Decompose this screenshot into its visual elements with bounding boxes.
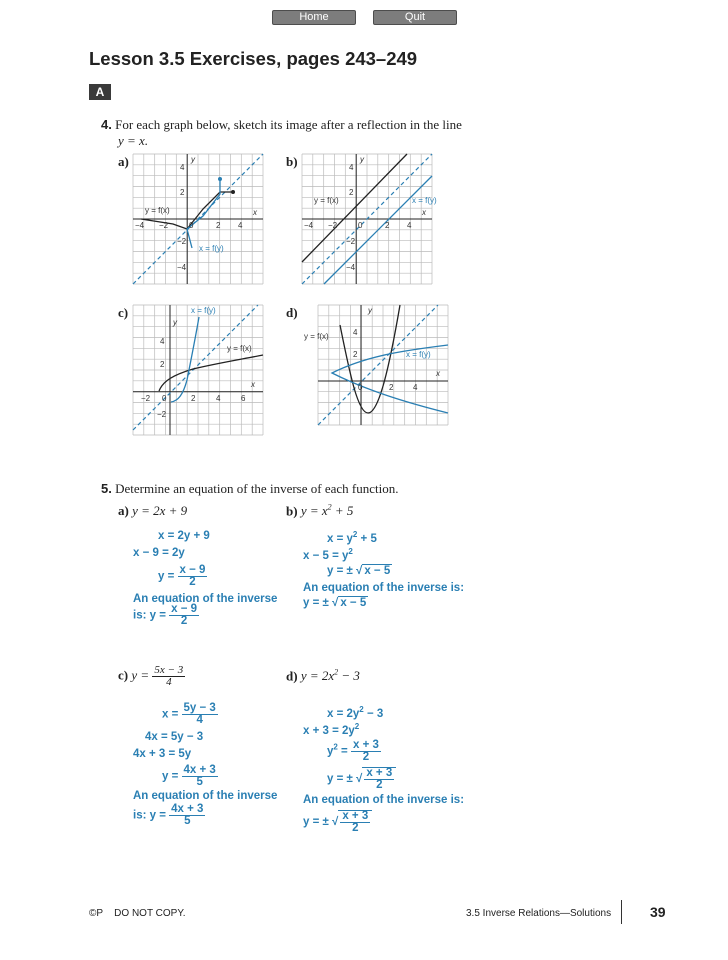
q5d-given: [286, 668, 360, 684]
q5d-step4: y = ± √ $\frac{x + 3}{2}$: [327, 767, 396, 791]
graph-c-tick-x5: 6: [241, 394, 246, 403]
q5d-step3: [327, 740, 381, 763]
q5b-given: [286, 503, 353, 519]
q5d-conclusion-1: An equation of the inverse is:: [303, 794, 465, 806]
q4-text: For each graph below, sketch its image after a reflection in the line: [115, 117, 462, 132]
q5a-step3-lhs: y =: [158, 570, 175, 583]
graph-c-tick-y1: 4: [160, 337, 165, 346]
q5a-equation: y = 2x + 9: [132, 503, 188, 518]
graph-b-tick-y1: 4: [349, 163, 354, 172]
graph-c-tick-x3: 2: [191, 394, 196, 403]
graph-a-tick-x1: −4: [135, 221, 145, 230]
graph-a-tick-x2: −2: [159, 221, 169, 230]
footer-divider: [621, 900, 622, 924]
graph-c-tick-x1: −2: [141, 394, 151, 403]
q5a-step3-num: x − 9: [179, 564, 206, 576]
graph-a-tick-y2: 2: [180, 188, 185, 197]
q5c-step1-den: 4: [196, 714, 203, 726]
q5d-given-rhs: − 3: [338, 668, 360, 684]
q5c-step4-den: 5: [196, 776, 203, 788]
q5d-step1: [327, 705, 383, 720]
q4-prompt: [101, 117, 462, 133]
graph-c-label: c): [118, 305, 129, 320]
footer-copyright: [89, 908, 186, 919]
q5b-conclusion-lhs: y = ±: [303, 597, 329, 609]
q5a-step1: x = 2y + 9: [158, 530, 210, 542]
graph-c-x-axis-label: x: [251, 380, 255, 389]
q5a-step3-frac: [178, 565, 208, 588]
q5b-step1-lhs: x = y: [327, 532, 353, 545]
graph-b-tick-x4: 2: [385, 221, 390, 230]
q5d-step1-lhs: x = 2y: [327, 707, 360, 720]
q5a-label: a): [118, 503, 129, 518]
q5b-given-lhs: y = x: [300, 503, 328, 519]
graph-b-tick-x3: 0: [358, 221, 363, 230]
graph-d-tick-y2: 2: [353, 350, 358, 359]
q5d-step2-lhs: x + 3 = 2y: [303, 724, 355, 737]
q5b-label: b): [286, 503, 298, 519]
q5d-step3-num: x + 3: [352, 739, 379, 751]
graph-a-tick-y4: −4: [177, 263, 187, 272]
q5c-conclusion-2: [133, 804, 205, 827]
q5d-step1-exp: 2: [359, 705, 364, 714]
q5d-step4-num: x + 3: [366, 767, 393, 779]
page-title: Lesson 3.5 Exercises, pages 243–249: [89, 48, 418, 69]
q5d-step3-lhs: y: [327, 745, 334, 758]
q5d-label: d): [286, 668, 298, 684]
q5c-conclusion-num: 4x + 3: [171, 803, 204, 815]
q5d-given-exp: 2: [334, 668, 339, 677]
home-button[interactable]: Home: [272, 10, 356, 25]
q5b-conclusion-2: y = ± √ x − 5: [303, 597, 367, 609]
graph-b-tick-x2: −2: [328, 221, 338, 230]
q5d-step2-exp: 2: [354, 722, 360, 731]
graph-b-tick-x5: 4: [407, 221, 412, 230]
footer-notice: DO NOT COPY.: [114, 908, 186, 919]
q5d-step3-exp: 2: [333, 742, 338, 752]
graph-b-tick-x1: −4: [304, 221, 314, 230]
q5c-step4-num: 4x + 3: [183, 764, 216, 776]
graph-b-tick-y2: 2: [349, 188, 354, 197]
q5a-conclusion-frac: [169, 604, 199, 627]
graph-b: [302, 154, 437, 284]
graph-c-inv-label: x = f(y): [191, 306, 216, 315]
q4-number: 4.: [101, 117, 112, 132]
graph-a: [133, 154, 263, 284]
q5a-conclusion-2: [133, 604, 199, 627]
graph-a-tick-y3: −2: [177, 237, 187, 246]
q5a-step2: x − 9 = 2y: [133, 547, 185, 559]
q5b-step1: [327, 530, 377, 545]
graph-a-f-label: y = f(x): [145, 206, 170, 215]
q5a-step3-den: 2: [189, 576, 196, 588]
graph-d: [304, 305, 448, 425]
q5b-step1-rhs: + 5: [357, 532, 377, 545]
q5b-conclusion-radicand: x − 5: [340, 597, 367, 609]
q5c-conclusion-1: An equation of the inverse: [133, 790, 278, 802]
q5-number: 5.: [101, 481, 112, 496]
q5-text: Determine an equation of the inverse of each function.: [115, 481, 399, 496]
graph-b-x-axis-label: x: [422, 208, 426, 217]
q5d-conclusion-2: y = ± √ $\frac{x + 3}{2}$: [303, 810, 372, 834]
q5c-given-frac: [152, 665, 185, 688]
q5d-step1-rhs: − 3: [363, 707, 384, 720]
q5c-given-num: 5x − 3: [154, 664, 184, 676]
graph-c-f-label: y = f(x): [227, 344, 252, 353]
graph-c: [133, 305, 263, 435]
q5c-step1: [162, 703, 218, 726]
q5c-step1-frac: [182, 703, 218, 726]
q5d-conclusion-frac: [338, 810, 372, 834]
q5b-given-exp: 2: [327, 503, 332, 512]
section-badge: A: [89, 84, 111, 100]
graph-a-tick-x5: 4: [238, 221, 243, 230]
q5b-step2-exp: 2: [348, 547, 353, 556]
graph-d-y-axis-label: y: [368, 306, 372, 315]
q5d-step3-frac: [351, 740, 381, 763]
graph-a-tick-x3: 0: [189, 221, 194, 230]
graph-c-tick-x4: 4: [216, 394, 221, 403]
graph-a-y-axis-label: y: [191, 155, 195, 164]
q4-line: y = x.: [118, 133, 149, 148]
q5a-conclusion-num: x − 9: [171, 603, 198, 615]
graph-a-inv-label: x = f(y): [199, 244, 224, 253]
q5b-step2-lhs: x − 5 = y: [303, 549, 349, 562]
q5a-given: [118, 503, 187, 519]
graph-d-tick-y1: 4: [353, 328, 358, 337]
graph-d-x-axis-label: x: [436, 369, 440, 378]
q5d-given-lhs: y = 2x: [300, 668, 335, 684]
q5d-conclusion-den: 2: [352, 822, 359, 834]
q5a-step3: [158, 565, 207, 588]
q5c-given: [118, 665, 185, 688]
q5d-conclusion-lhs: y = ±: [303, 816, 329, 829]
q5c-step4-lhs: y =: [162, 770, 179, 783]
graph-a-tick-y1: 4: [180, 163, 185, 172]
q5d-step3-den: 2: [362, 751, 370, 763]
q5d-conclusion-num: x + 3: [342, 810, 369, 822]
q5d-step4-lhs: y = ±: [327, 773, 353, 786]
q5b-step3: y = ± √ x − 5: [327, 565, 391, 577]
graph-d-f-label: y = f(x): [304, 332, 329, 341]
q5a-conclusion-1: An equation of the inverse: [133, 593, 278, 605]
q5c-step1-num: 5y − 3: [183, 702, 216, 714]
q5c-given-den: 4: [166, 676, 172, 688]
graph-d-tick-x2: 2: [389, 383, 394, 392]
graph-b-f-label: y = f(x): [314, 196, 339, 205]
q5b-step2: [303, 547, 353, 562]
q5d-step4-den: 2: [376, 779, 383, 791]
graph-a-label: a): [118, 154, 129, 169]
graph-a-tick-x4: 2: [216, 221, 221, 230]
graph-c-y-axis-label: y: [173, 318, 177, 327]
q5b-step1-exp: 2: [352, 530, 358, 539]
page-number: 39: [650, 904, 666, 920]
graph-b-inv-label: x = f(y): [412, 196, 437, 205]
q5c-given-lhs: y =: [131, 667, 150, 683]
q5b-step3-lhs: y = ±: [327, 565, 353, 577]
q5c-step1-lhs: x =: [162, 708, 179, 721]
q5c-label: c): [118, 667, 129, 683]
graph-b-tick-y3: −2: [346, 237, 356, 246]
graph-d-inv-label: x = f(y): [406, 350, 431, 359]
q5d-step2: [303, 722, 359, 737]
footer-copyright-mark: ©P: [89, 908, 104, 919]
footer-section: 3.5 Inverse Relations—Solutions: [466, 908, 612, 919]
q5d-step4-frac: [362, 767, 396, 791]
q5d-step3-mid: =: [337, 745, 348, 758]
graph-d-tick-x3: 4: [413, 383, 418, 392]
q5-prompt: [101, 481, 398, 497]
graph-c-tick-y2: 2: [160, 360, 165, 369]
graph-c-tick-x2: 0: [162, 394, 167, 403]
quit-button[interactable]: Quit: [373, 10, 457, 25]
graph-d-tick-x1: 0: [358, 383, 363, 392]
q5a-conclusion-den: 2: [180, 615, 188, 627]
graph-b-label: b): [286, 154, 298, 169]
graph-b-y-axis-label: y: [360, 155, 364, 164]
graph-d-label: d): [286, 305, 298, 320]
q5b-given-rhs: + 5: [331, 503, 354, 519]
q5c-step4: [162, 765, 218, 788]
q5c-conclusion-den: 5: [184, 815, 191, 827]
q5c-step2: 4x = 5y − 3: [145, 731, 204, 743]
q5b-conclusion-1: An equation of the inverse is:: [303, 582, 465, 594]
q5b-step3-radicand: x − 5: [364, 565, 391, 577]
q5c-conclusion-frac: [169, 804, 205, 827]
graph-b-tick-y4: −4: [346, 263, 356, 272]
graph-a-x-axis-label: x: [253, 208, 257, 217]
q5c-step3: 4x + 3 = 5y: [133, 748, 192, 760]
graph-c-tick-y3: −2: [157, 410, 167, 419]
q5c-step4-frac: [182, 765, 218, 788]
q5c-conclusion-lhs: is: y =: [133, 809, 166, 822]
q5a-conclusion-lhs: is: y =: [133, 609, 166, 622]
